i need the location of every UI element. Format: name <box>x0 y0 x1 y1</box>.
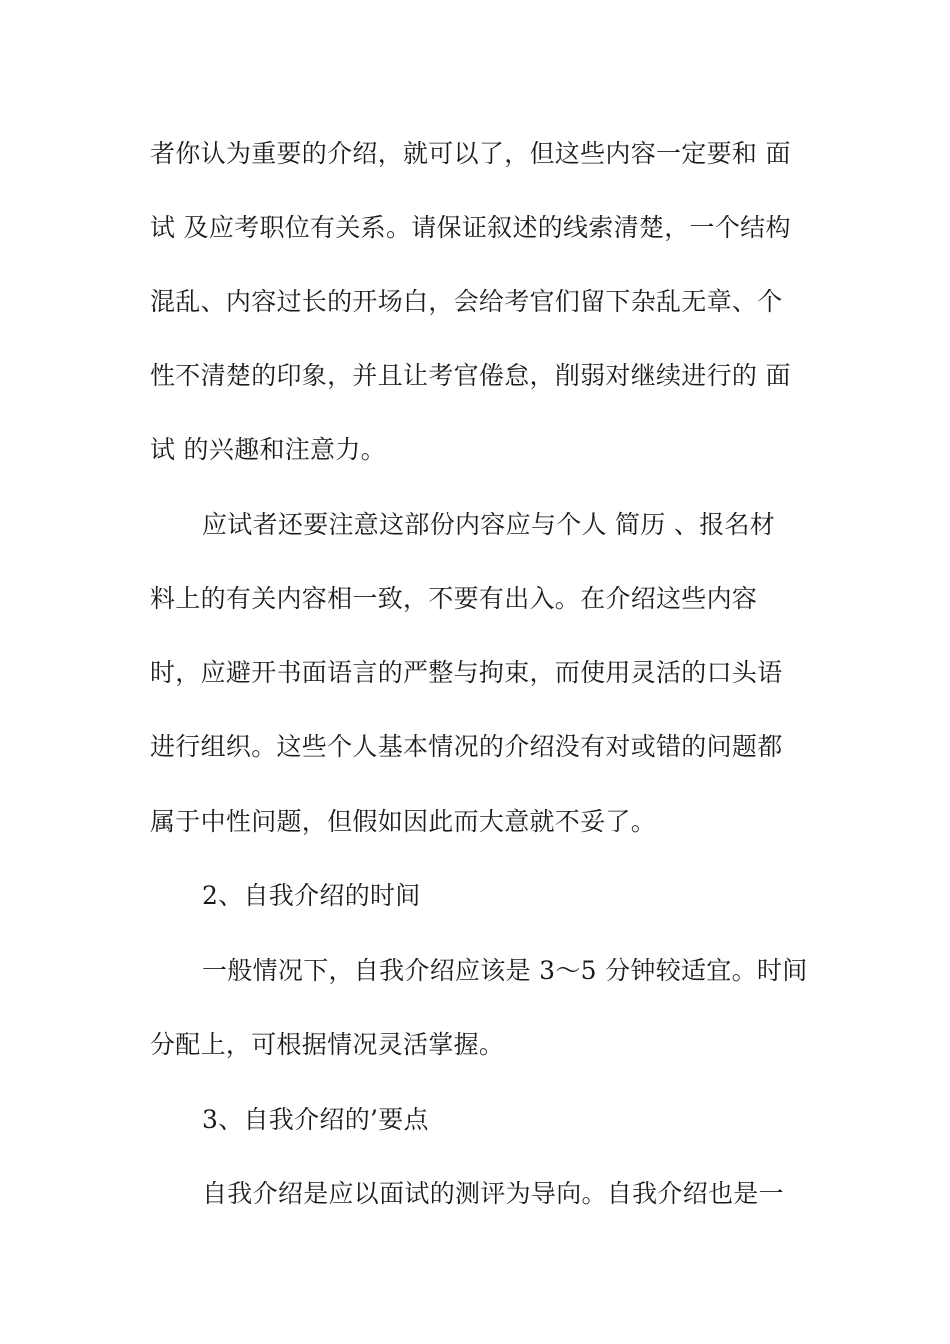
paragraph-line: 性不清楚的印象，并且让考官倦怠，削弱对继续进行的 面 <box>150 361 791 390</box>
paragraph-line: 料上的有关内容相一致，不要有出入。在介绍这些内容 <box>150 584 758 613</box>
paragraph-line: 时，应避开书面语言的严整与拘束，而使用灵活的口头语 <box>150 658 783 687</box>
paragraph-line: 者你认为重要的介绍，就可以了，但这些内容一定要和 面 <box>150 139 791 168</box>
paragraph-line: 试 及应考职位有关系。请保证叙述的线索清楚，一个结构 <box>150 213 791 242</box>
paragraph-line: 应试者还要注意这部份内容应与个人 简历 、报名材 <box>202 510 776 539</box>
section-heading: 2、自我介绍的时间 <box>202 881 421 910</box>
paragraph-line: 自我介绍是应以面试的测评为导向。自我介绍也是一 <box>202 1179 784 1208</box>
paragraph-line: 进行组织。这些个人基本情况的介绍没有对或错的问题都 <box>150 732 783 761</box>
paragraph-line: 试 的兴趣和注意力。 <box>150 435 386 464</box>
paragraph-line: 分配上，可根据情况灵活掌握。 <box>150 1030 505 1059</box>
paragraph-line: 一般情况下，自我介绍应该是 3～5 分钟较适宜。时间 <box>202 956 808 985</box>
paragraph-line: 属于中性问题，但假如因此而大意就不妥了。 <box>150 807 657 836</box>
section-heading: 3、自我介绍的’要点 <box>202 1105 429 1134</box>
paragraph-line: 混乱、内容过长的开场白，会给考官们留下杂乱无章、个 <box>150 287 783 316</box>
